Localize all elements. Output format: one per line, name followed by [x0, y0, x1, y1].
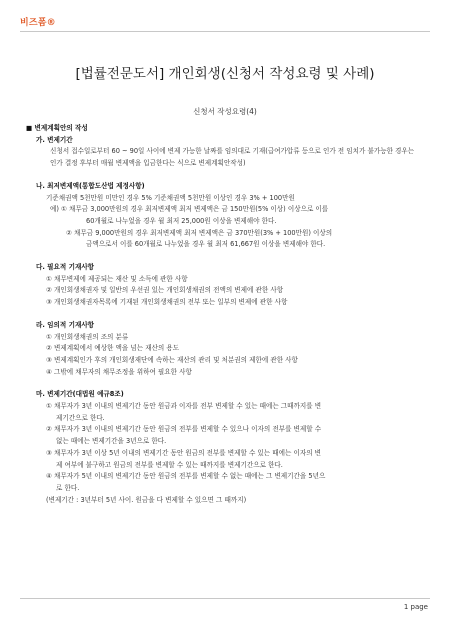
list-item: ③ 채무자가 3년 이상 5년 이내의 변제기간 동안 원금의 전부를 변제할 수 있는 때에는 이자의 변 — [46, 448, 322, 457]
section-na-example1-b: 60개월로 나누었을 경우 월 최저 25,000원 이상을 변제해야 한다. — [86, 216, 277, 225]
list-item-cont: 제 여부에 불구하고 원금의 전부를 변제할 수 있는 때까지를 변제기간으로 한다. — [56, 460, 283, 469]
list-item: ① 채무변제에 제공되는 재산 및 소득에 관한 사항 — [46, 274, 188, 283]
section-ma-heading: 마. 변제기간(대법원 예규8조) — [36, 390, 124, 399]
document-body — [26, 123, 434, 506]
header-divider — [20, 31, 430, 32]
list-item: ① 채무자가 3년 이내의 변제기간 동안 원금과 이자를 전부 변제할 수 있는 때에는 그때까지를 변 — [46, 402, 322, 411]
section-na-example2-a: ② 채무금 9,000만원의 경우 최저변제액 최저 변제액은 금 370만원(3% + 100만원) 이상의 — [66, 228, 333, 237]
list-item: ② 변제계획에서 예상한 액을 넘는 재산의 용도 — [46, 344, 180, 353]
section-ga-body: 신청서 접수일로부터 60 ~ 90일 사이에 변제 가능한 날짜를 임의대로 기재(급여가압류 등으로 인가 전 임치가 불가능한 경우는 인가 결정 후부터 매월 변제액을 입금한다는 식으로 변제계획안작성) — [50, 147, 415, 168]
section-ra-heading: 라. 임의적 기재사항 — [36, 320, 95, 329]
document-title: [법률전문도서] 개인회생(신청서 작성요령 및 사례) — [75, 66, 375, 82]
list-item-cont: 제기간으로 한다. — [56, 413, 105, 422]
main-heading: ■ 변제계획안의 작성 — [26, 124, 88, 132]
section-da-heading: 다. 필요적 기재사항 — [36, 263, 95, 272]
section-ga-heading: 가. 변제기간 — [36, 135, 73, 144]
list-item: ② 개인회생채권자 및 일반의 우선권 있는 개인회생채권의 전액의 변제에 관한 사항 — [46, 286, 284, 295]
section-na-example1-a: 예) ① 채무금 3,000만원의 경우 최저변제액 최저 변제액은 금 150만원(5% 이상) 이상으로 이를 — [50, 205, 329, 214]
section-na-example2-b: 금액으로서 이를 60개월로 나누었을 경우 월 최저 61,667원 이상을 변제해야 한다. — [86, 240, 326, 249]
footer-divider — [20, 598, 430, 599]
section-na-line1: 기준채권액 5천만원 미만인 경우 5% 기준채권액 5천만원 이상인 경우 3% + 100만원 — [46, 193, 295, 202]
list-item: ① 개인회생채권의 조의 분류 — [46, 332, 129, 341]
list-item: ③ 변제계획인가 후의 개인회생재단에 속하는 재산의 관리 및 처분권의 제한에 관한 사항 — [46, 355, 298, 364]
page-number: 1 page — [403, 603, 428, 611]
list-item: ③ 개인회생채권자목록에 기재된 개인회생채권의 전부 또는 일부의 변제에 관한 사항 — [46, 298, 288, 307]
list-item: ④ 채무자가 5년 이내의 변제기간 동안 원금의 전부를 변제할 수 없는 때에는 그 변제기간을 5년으 — [46, 472, 326, 481]
document-subtitle: 신청서 작성요령(4) — [193, 107, 257, 116]
bizforms-logo: 비즈폼® — [20, 18, 56, 28]
section-ma-note: (변제기간 : 3년부터 5년 사이. 원금을 다 변제할 수 있으면 그 때까지) — [46, 495, 247, 504]
list-item: ② 채무자가 3년 이내의 변제기간 동안 원금의 전부를 변제할 수 있으나 이자의 전부를 변제할 수 — [46, 425, 322, 434]
list-item: ④ 그밖에 채무자의 채무조정을 위하여 필요한 사항 — [46, 367, 192, 376]
list-item-cont: 없는 때에는 변제기간을 3년으로 한다. — [56, 437, 167, 446]
list-item-cont: 로 한다. — [56, 483, 80, 492]
section-na-heading: 나. 최저변제액(통합도산법 제정사항) — [36, 181, 145, 190]
